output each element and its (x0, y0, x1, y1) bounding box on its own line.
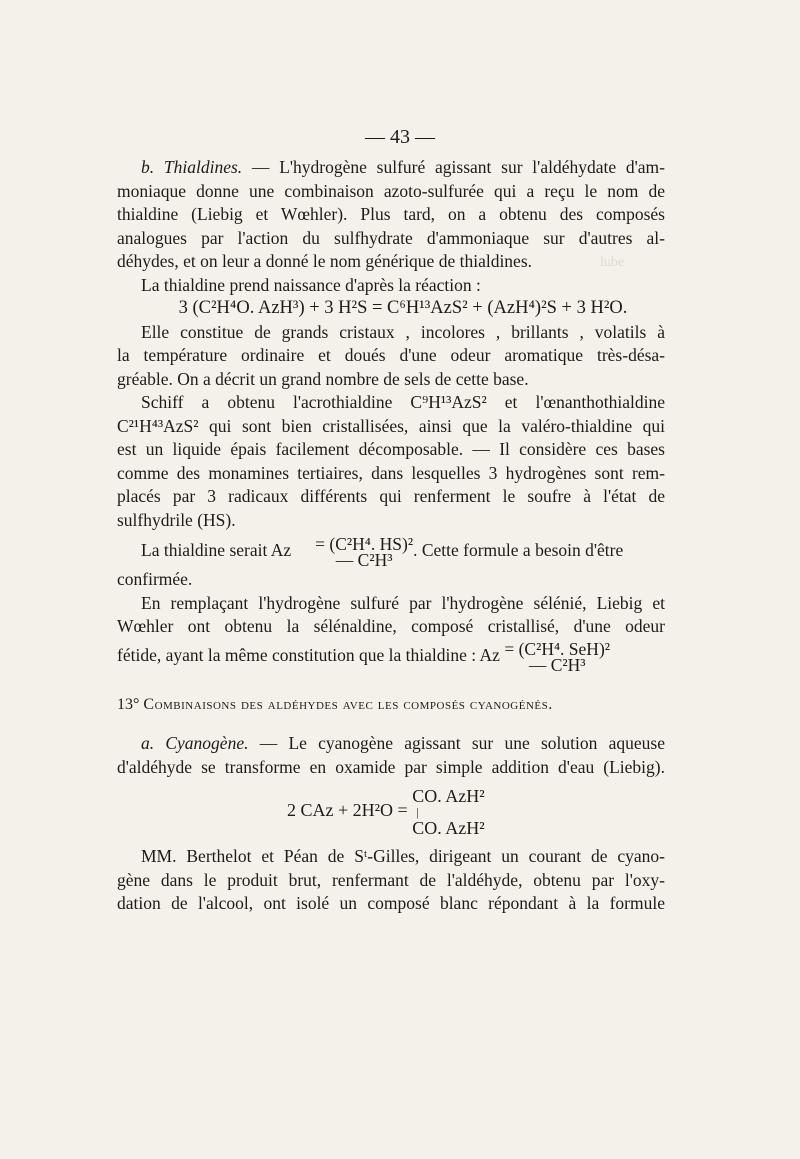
text-line: MM. Berthelot et Péan de Sᵗ-Gilles, dirigeant un courant de cyano- (141, 846, 665, 866)
text-line: thialdine (Liebig et Wœhler). Plus tard, on a obtenu des composés (117, 204, 665, 224)
text-line: Wœhler ont obtenu la sélénaldine, composé cristallisé, d'une odeur (117, 616, 665, 636)
text-line: d'aldéhyde se transforme en oxamide par simple addition d'eau (Liebig). (117, 756, 665, 777)
text-fragment: La thialdine serait Az (141, 540, 292, 561)
section-label-b: b. Thialdines. (141, 157, 243, 177)
reaction-equation: 3 (C²H⁴O. AzH³) + 3 H²S = C⁶H¹³AzS² + (AzH⁴)²S + 3 H²O. (178, 298, 628, 318)
formula-line-thialdine (117, 536, 665, 568)
page-number: — 43 — (365, 126, 435, 148)
formula-bottom: CO. AzH² (412, 818, 485, 838)
selenaldine-formula (504, 638, 611, 675)
text-line: Schiff a obtenu l'acrothialdine C⁹H¹³AzS² et l'œnanthothialdine (141, 392, 665, 412)
text-line: placés par 3 radicaux différents qui renferment le soufre à l'état de (117, 486, 665, 506)
formula-top: = (C²H⁴. HS)² (315, 534, 414, 554)
formula-top: = (C²H⁴. SeH)² (504, 638, 611, 659)
formula-top: CO. AzH² (412, 786, 485, 806)
text-line: est un liquide épais facilement décomposable. — Il considère ces bases (117, 439, 665, 459)
thialdine-formula (291, 536, 413, 568)
text-line: confirmée. (117, 569, 193, 589)
text-fragment: fétide, ayant la même constitution que la thialdine : Az (117, 644, 500, 665)
text-line: gréable. On a décrit un grand nombre de sels de cette base. (117, 368, 529, 389)
text-line: analogues par l'action du sulfhydrate d'ammoniaque sur d'autres al- (117, 227, 665, 248)
body-text (117, 156, 665, 916)
text-line: En remplaçant l'hydrogène sulfuré par l'hydrogène sélénié, Liebig et (141, 592, 665, 613)
text-line: comme des monamines tertiaires, dans lesquelles 3 hydrogènes sont rem- (117, 462, 665, 483)
formula-line-selenaldine (117, 638, 665, 675)
paragraph-cyanogene (117, 732, 665, 756)
show-through-text: lube (600, 255, 625, 270)
text-line: déhydes, et on leur a donné le nom générique de thialdines. (117, 251, 533, 271)
text-line: dation de l'alcool, ont isolé un composé blanc répondant à la formule (117, 893, 665, 913)
paragraph-thialdines (117, 156, 665, 180)
heading-title: Combinaisons des aldéhydes avec les composés cyanogénés. (143, 695, 553, 713)
text-line: moniaque donne une combinaison azoto-sulfurée qui a reçu le nom de (117, 180, 665, 201)
oxamide-equation (287, 785, 665, 839)
equation-left: 2 CAz + 2H²O = (287, 800, 408, 821)
text-line: C²¹H⁴³AzS² qui sont bien cristallisées, ainsi que la valéro-thialdine qui (117, 415, 665, 436)
text-line: la température ordinaire et doués d'une odeur aromatique très-désa- (117, 345, 665, 365)
text-line: La thialdine prend naissance d'après la réaction : (141, 274, 481, 295)
text-fragment: . Cette formule a besoin d'être (413, 540, 624, 561)
oxamide-formula (412, 785, 484, 839)
text-line: gène dans le produit brut, renfermant de l'aldéhyde, obtenu par l'oxy- (117, 869, 665, 890)
formula-bond: | (416, 805, 419, 819)
formula-bottom: — C²H³ (528, 654, 586, 675)
text-line: — Le cyanogène agissant sur une solution aqueuse (248, 733, 665, 753)
formula-bottom: — C²H³ (335, 550, 393, 570)
heading-number: 13° (117, 695, 144, 713)
section-heading (117, 693, 665, 717)
text-line: Elle constitue de grands cristaux , incolores , brillants , volatils à (141, 321, 665, 342)
section-label-a: a. Cyanogène. (141, 733, 249, 753)
text-line: — L'hydrogène sulfuré agissant sur l'aldéhydate d'am- (242, 157, 665, 177)
text-line: sulfhydrile (HS). (117, 509, 236, 530)
